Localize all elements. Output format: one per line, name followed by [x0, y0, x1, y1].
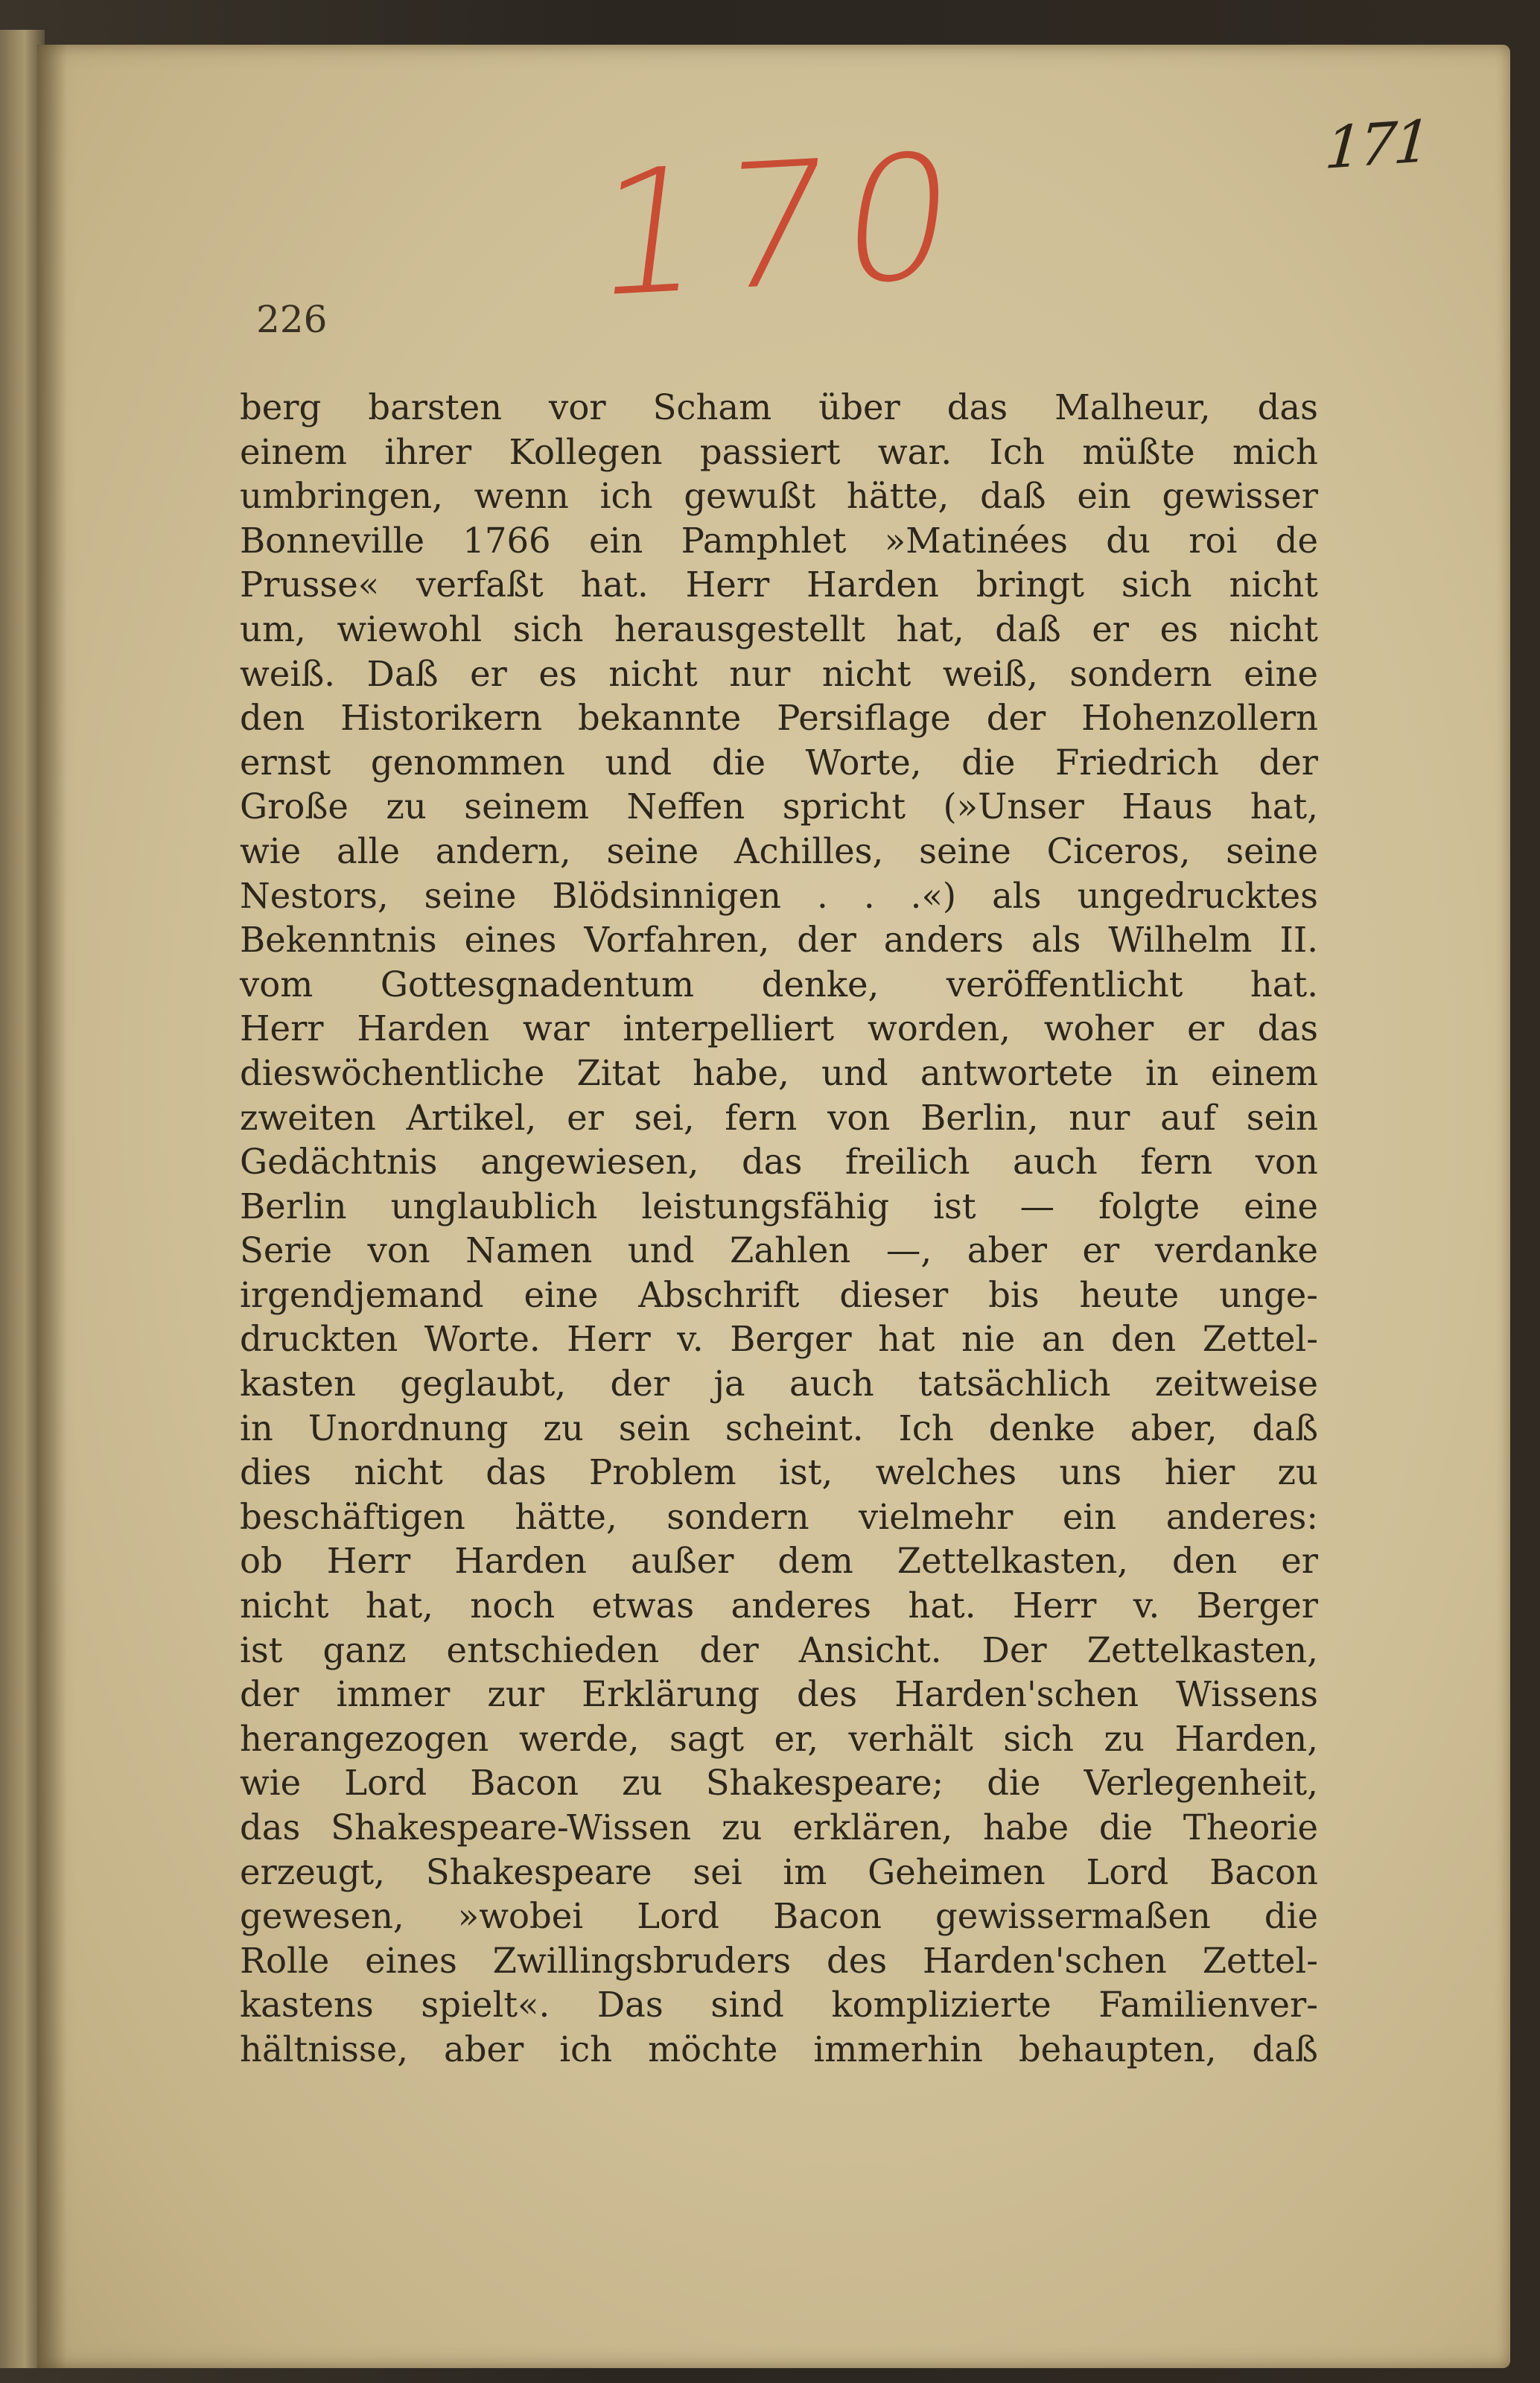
text-line: ernst genommen und die Worte, die Friedrich der [240, 742, 1318, 783]
text-line: Nestors, seine Blödsinnigen . . .«) als ungedrucktes [240, 875, 1318, 916]
text-line: einem ihrer Kollegen passiert war. Ich müßte mich [240, 431, 1318, 472]
text-line: um, wiewohl sich herausgestellt hat, daß er es nicht [240, 608, 1318, 649]
archive-number: 171 [1323, 108, 1431, 182]
handwritten-red-mark: 170 [583, 116, 980, 337]
text-line: erzeugt, Shakespeare sei im Geheimen Lord Bacon [240, 1851, 1318, 1892]
text-line: irgendjemand eine Abschrift dieser bis heute unge- [240, 1274, 1318, 1315]
gutter-shadow [37, 45, 67, 2368]
text-line: wie Lord Bacon zu Shakespeare; die Verlegenheit, [240, 1763, 1318, 1804]
text-line: Bonneville 1766 ein Pamphlet »Matinées du roi de [240, 520, 1318, 561]
text-line: Berlin unglaublich leistungsfähig ist — folgte eine [240, 1186, 1318, 1227]
text-line: das Shakespeare-Wissen zu erklären, habe die Theorie [240, 1807, 1318, 1848]
text-line: Prusse« verfaßt hat. Herr Harden bringt sich nicht [240, 564, 1318, 605]
text-line: nicht hat, noch etwas anderes hat. Herr v. Berger [240, 1585, 1318, 1626]
text-line: in Unordnung zu sein scheint. Ich denke aber, daß [240, 1407, 1318, 1448]
text-line: kasten geglaubt, der ja auch tatsächlich zeitweise [240, 1364, 1318, 1404]
text-line: zweiten Artikel, er sei, fern von Berlin, nur auf sein [240, 1097, 1318, 1138]
text-line: Bekenntnis eines Vorfahren, der anders als Wilhelm II. [240, 920, 1318, 961]
text-line: Große zu seinem Neffen spricht (»Unser Haus hat, [240, 786, 1318, 827]
text-line: dieswöchentliche Zitat habe, und antwortete in einem [240, 1052, 1318, 1093]
text-line: beschäftigen hätte, sondern vielmehr ein anderes: [240, 1496, 1318, 1537]
text-line: der immer zur Erklärung des Harden'schen Wissens [240, 1674, 1318, 1715]
body-text [240, 386, 1318, 2072]
text-line: umbringen, wenn ich gewußt hätte, daß ein gewisser [240, 476, 1318, 517]
text-line: wie alle andern, seine Achilles, seine Ciceros, seine [240, 830, 1318, 871]
text-line: ist ganz entschieden der Ansicht. Der Zettelkasten, [240, 1629, 1318, 1670]
text-line: druckten Worte. Herr v. Berger hat nie an den Zettel- [240, 1319, 1318, 1360]
text-line: dies nicht das Problem ist, welches uns hier zu [240, 1452, 1318, 1493]
text-line: den Historikern bekannte Persiflage der Hohenzollern [240, 698, 1318, 739]
text-line: herangezogen werde, sagt er, verhält sich zu Harden, [240, 1718, 1318, 1759]
text-line: hältnisse, aber ich möchte immerhin behaupten, daß [240, 2029, 1318, 2069]
text-line: weiß. Daß er es nicht nur nicht weiß, sondern eine [240, 653, 1318, 694]
text-line: ob Herr Harden außer dem Zettelkasten, den er [240, 1541, 1318, 1582]
text-line: Herr Harden war interpelliert worden, woher er das [240, 1008, 1318, 1049]
text-line: Gedächtnis angewiesen, das freilich auch fern von [240, 1142, 1318, 1183]
text-line: vom Gottesgnadentum denke, veröffentlicht hat. [240, 964, 1318, 1005]
text-line: Rolle eines Zwillingsbruders des Harden'schen Zettel- [240, 1940, 1318, 1981]
text-line: kastens spielt«. Das sind komplizierte Familienver- [240, 1985, 1318, 2026]
text-line: gewesen, »wobei Lord Bacon gewissermaßen die [240, 1896, 1318, 1937]
text-line: Serie von Namen und Zahlen —, aber er verdanke [240, 1230, 1318, 1271]
page-number: 226 [256, 298, 328, 341]
text-line: berg barsten vor Scham über das Malheur, das [240, 387, 1318, 427]
